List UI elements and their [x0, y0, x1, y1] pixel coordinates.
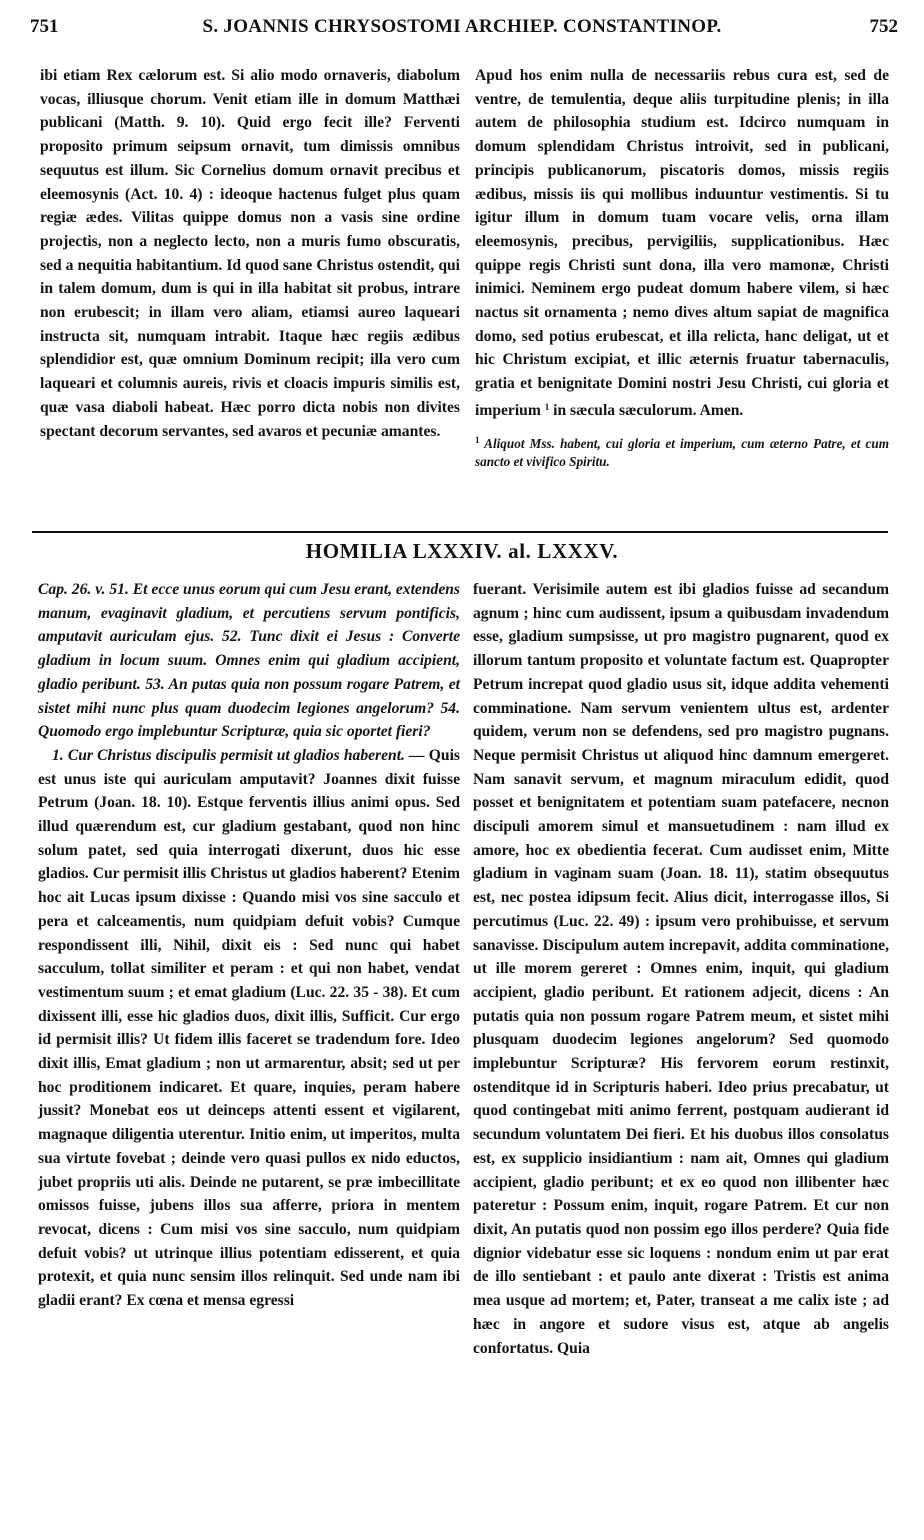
- scripture-passage: Cap. 26. v. 51. Et ecce unus eorum qui cum Jesu erant, extendens manum, evaginavit gladium, et percutiens servum pontificis, amputavit auriculam ejus. 52. Tunc dixit ei Jesus : Converte gladium in locum suum. Omnes enim qui gladium accipient, gladio peribunt. 53. An putas quia non possum rogare Patrem, et sistet mihi nunc plus quam duodecim legiones angelorum? 54. Quomodo ergo implebuntur Scripturæ, quia sic oportet fieri?: [38, 581, 460, 741]
- top-right-ending: in sæcula sæculorum. Amen.: [549, 401, 744, 419]
- top-left-text: ibi etiam Rex cælorum est. Si alio modo ornaveris, diabolum vocas, illiusque chorum. Venit etiam ille in domum Matthæi publicani (Matth. 9. 10). Quid ergo fecit ille? Ferventi proposito primum seipsum ornavit, tum dimissis omnibus sequutus est illum. Sic Cornelius domum ornavit precibus et eleemosynis (Act. 10. 4) : ideoque hactenus fulget plus quam regiæ ædes. Vilitas quippe domus non a vasis sine ordine projectis, non a neglecto lecto, non a muris fumo obscuratis, sed a nequitia habitantium. Id quod sane Christus ostendit, qui in talem domum, dum is qui in illa habitat sit probus, intrare non erubescit; in illam vero aliam, etiamsi aureo laqueari instructa sit, numquam intrabit. Itaque hæc regiis ædibus splendidior est, quæ omnium Dominum recipit; illa vero cum laqueari et columnis aureis, rivis et cloacis impuris similis est, quæ vasa diaboli habeat. Hæc porro dicta nobis non divites spectant decorum servantes, sed avaros et pecuniæ amantes.: [40, 67, 460, 440]
- homily-right-text: fuerant. Verisimile autem est ibi gladios fuisse ad secandum agnum ; hinc cum audissent, ipsum a quibusdam invadendum esse, gladium sumpsisse, ut pro magistro pugnarent, quod ex illorum tantum proposito et voluntate factum est. Quapropter Petrum increpat quod gladio usus sit, idque addita vehementi comminatione. Nam servum venientem ultus est, ardenter quidem, verum non se defendens, sed pro magistro pugnans. Neque permisit Christus ut aliquod hinc damnum emergeret. Nam sanavit servum, et magnum miraculum edidit, quod posset et benignitatem et potentiam suam patefacere, necnon discipuli amorem simul et mansuetudinem : nam illud ex amore, hoc ex obedientia fecerat. Cum audisset enim, Mitte gladium in vaginam suam (Joan. 18. 11), statim obsequutus est, nec postea idipsum fecit. Alius dicit, interrogasse illos, Si percutimus (Luc. 22. 49) : ipsum vero prohibuisse, et servum sanavisse. Discipulum autem increpavit, addita comminatione, ut ille morem gereret : Omnes enim, inquit, qui gladium accipient, gladio peribunt. Et rationem adjecit, dicens : An putatis quia non possum rogare Patrem meum, et sistet mihi plusquam duodecim legiones angelorum? Sed quomodo implebuntur Scripturæ? His fervorem eorum restinxit, ostenditque id in Scripturis haberi. Ideo prius precabatur, ut quod contingebat miti animo ferrent, postquam audierant id secundum voluntatem Dei fieri. Et his duobus illos consolatus est, ex supplicio insidiantium : nam ait, Omnes qui gladium accipient, gladio peribunt; et ex eo quod non illibenter hæc pateretur : Possum enim, inquit, rogare Patrem. Et cur non dixit, An putatis quod non possim ego illos perdere? Quia fide dignior videbatur esse sic loquens : nondum enim ut par erat de illo sentiebant : et paulo ante dixerat : Tristis est anima mea usque ad mortem; et, Pater, transeat a me calix iste ; ad hæc in angore et sudore visus est, atque ab angelis confortatus. Quia: [473, 581, 889, 1357]
- page-number-right: 752: [869, 16, 898, 37]
- top-right-text: [475, 64, 889, 423]
- section-divider: [32, 531, 888, 533]
- running-title: S. JOANNIS CHRYSOSTOMI ARCHIEP. CONSTANTINOP.: [202, 16, 722, 37]
- footnote-number: 1: [475, 434, 480, 445]
- chapter-body: Quis est unus iste qui auriculam amputavit? Joannes dixit fuisse Petrum (Joan. 18. 10). Estque ferventis illius animi opus. Sed illud quærendum est, cur gladium gestabant, quod non hinc solum patet, sed quia interrogati dixerunt, duos hic esse gladios. Cur permisit illis Christus ut gladios haberent? Etenim hoc ait Lucas ipsum dixisse : Quando misi vos sine sacculo et pera et calceamentis, num quidpiam defuit vobis? Cumque respondissent illi, Nihil, dixit eis : Sed nunc qui habet sacculum, tollat similiter et peram : et qui non habet, vendat vestimentum suum ; et emat gladium (Luc. 22. 35 - 38). Et cum dixissent illi, esse hic gladios duos, dixit illis, Sufficit. Cur ergo id permisit illis? Ut fidem illis faceret se tradendum fore. Ideo dixit illis, Emat gladium ; non ut armarentur, absit; sed ut per hoc proditionem indicaret. Et quare, inquies, peram habere jussit? Monebat eos ut deinceps attenti essent et vigilarent, magnaque diligentia uterentur. Initio enim, ut imperitos, multa sua virtute fovebat ; deinde vero quasi pullos ex nido eductos, jubet propriis uti alis. Deinde ne putarent, se præ imbecillitate omissos fuisse, jubens illos sua afferre, priora in mentem revocat, dicens : Cum misi vos sine sacculo, num quidpiam defuit vobis? ut utrinque illius potentiam edisserent, et quia protexit, et quia nunc sensim illos relinquit. Sed unde nam ibi gladii erant? Ex cœna et mensa egressi: [38, 746, 460, 1310]
- running-header: [26, 12, 898, 42]
- footnote: [475, 431, 889, 471]
- footnote-text: Aliquot Mss. habent, cui gloria et imperium, cum æterno Patre, et cum sancto et vivifico Spiritu.: [475, 435, 889, 469]
- homily-column-right: [473, 578, 889, 1360]
- page-number-left: 751: [30, 16, 59, 37]
- top-column-left: [40, 64, 460, 443]
- footnote-reference: 1: [544, 401, 550, 412]
- chapter-heading: 1. Cur Christus discipulis permisit ut gladios haberent. —: [52, 746, 425, 764]
- homily-column-left: [38, 578, 460, 1313]
- top-right-body: Apud hos enim nulla de necessariis rebus cura est, sed de ventre, de temulentia, deque aliis turpitudine plenis; in illa autem de philosophia studium est. Idcirco numquam in domum splendidam Christus introivit, sed in publicani, principis publicanorum, piscatoris domos, missis regiis ædibus, missis iis qui mollibus induuntur vestimentis. Si tu igitur illum in domum tuam vocare velis, orna illam eleemosynis, precibus, pervigiliis, supplicationibus. Hæc quippe regis Christi sunt dona, illa vero mamonæ, Christi inimici. Neminem ergo pudeat domum habere vilem, si hæc nactus sit ornamenta ; nemo dives altum sapiat de magnifica domo, sed potius erubescat, et illa relicta, hanc deligat, ut et hic Christum excipiat, et illic æternis fruatur tabernaculis, gratia et benignitate Domini nostri Jesu Christi, cui gloria et imperium: [475, 67, 889, 419]
- chapter-paragraph: [38, 744, 460, 1313]
- top-column-right: [475, 64, 889, 471]
- homily-title: HOMILIA LXXXIV. al. LXXXV.: [305, 539, 619, 563]
